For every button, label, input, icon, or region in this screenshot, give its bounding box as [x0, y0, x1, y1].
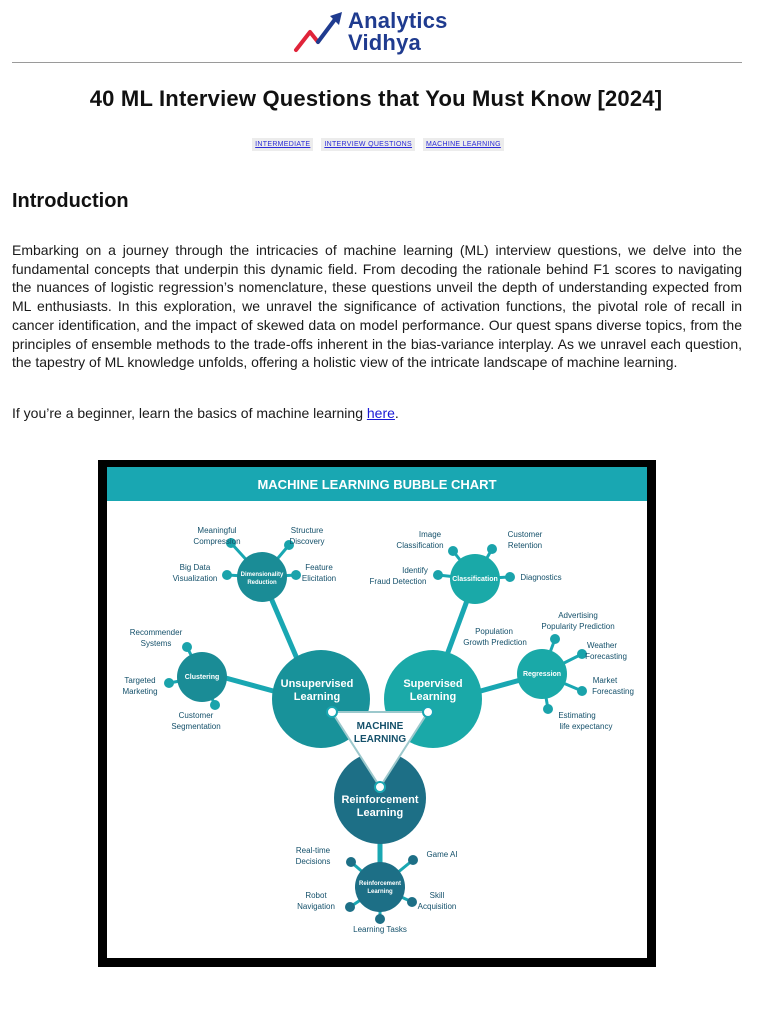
leaf-retention-1: Customer	[507, 530, 543, 539]
leaf-customer-seg-2: Segmentation	[171, 722, 221, 731]
brand-line-2: Vidhya	[348, 30, 421, 55]
intro-paragraph: Embarking on a journey through the intricacies of machine learning (ML) interview questions, we delve into the fundamental concepts that underpin this dynamic field. From decoding the rationale behind F1 scores to navigating the nuances of logistic regression’s nomenclature, these questions unveil the depth of understanding expected from ML enthusiasts. In this exploration, we unravel the significance of activation functions, the pivotal role of recall in cancer identification, and the impact of skewed data on model performance. Our quest spans diverse topics, from the principles of ensemble methods to the trade-offs inherent in the bias-variance interplay. As we unravel each question, the tapestry of ML knowledge unfolds, offering a holistic view of the intricate landscape of machine learning.	[12, 242, 742, 371]
dim-reduction-label-1: Dimensionality	[240, 572, 284, 578]
trend-arrow-icon	[292, 10, 348, 56]
unsupervised-label-2: Learning	[293, 691, 341, 703]
bubble-diagram	[107, 467, 647, 958]
leaf-fraud-2: Fraud Detection	[369, 577, 427, 586]
leaf-feature-2: Elicitation	[301, 574, 337, 583]
leaf-population-2: Growth Prediction	[463, 638, 527, 647]
leaf-market-2: Forecasting	[592, 687, 634, 696]
leaf-realtime-1: Real-time	[295, 846, 331, 855]
brand-line-1: Analytics	[348, 8, 448, 33]
bubble-chart-figure	[98, 460, 656, 967]
leaf-gameai: Game AI	[426, 850, 458, 859]
leaf-targeted-2: Marketing	[122, 687, 158, 696]
bubble-chart-canvas	[107, 467, 647, 958]
leaf-weather-1: Weather	[586, 641, 618, 650]
rl-small-label-1: Reinforcement	[358, 881, 402, 887]
header-divider	[12, 62, 742, 63]
center-label-1: MACHINE	[356, 721, 404, 732]
section-heading: Introduction	[12, 190, 129, 212]
clustering-label: Clustering	[184, 674, 220, 681]
leaf-fraud-1: Identify	[402, 566, 428, 575]
beginner-suffix: .	[394, 405, 399, 421]
leaf-advertising-1: Advertising	[558, 611, 598, 620]
leaf-feature-1: Feature	[305, 563, 333, 572]
tag-intermediate[interactable]: INTERMEDIATE	[252, 138, 313, 151]
reinforcement-label-1: Reinforcement	[341, 794, 419, 806]
leaf-weather-2: Forecasting	[585, 652, 627, 661]
leaf-skill-1: Skill	[429, 891, 445, 900]
leaf-meaningful-1: Meaningful	[197, 526, 237, 535]
leaf-image-2: Classification	[396, 541, 444, 550]
leaf-robot-1: Robot	[305, 891, 327, 900]
leaf-customer-seg-1: Customer	[178, 711, 214, 720]
leaf-life-1: Estimating	[558, 711, 596, 720]
center-label-2: LEARNING	[353, 734, 407, 745]
brand-name	[348, 10, 448, 54]
rl-small-label-2: Learning	[367, 889, 393, 895]
dim-reduction-label-2: Reduction	[247, 580, 277, 586]
regression-label: Regression	[522, 671, 562, 678]
unsupervised-label-1: Unsupervised	[280, 678, 354, 690]
leaf-skill-2: Acquisition	[417, 902, 457, 911]
leaf-targeted-1: Targeted	[124, 676, 156, 685]
leaf-bigdata-2: Visualization	[172, 574, 218, 583]
beginner-text: If you’re a beginner, learn the basics of machine learning	[12, 405, 367, 421]
classification-label: Classification	[452, 576, 498, 583]
leaf-meaningful-2: Compression	[193, 537, 241, 546]
leaf-bigdata-1: Big Data	[179, 563, 211, 572]
tag-machine-learning[interactable]: MACHINE LEARNING	[423, 138, 504, 151]
brand-logo[interactable]	[292, 8, 472, 58]
leaf-market-1: Market	[592, 676, 618, 685]
leaf-recommender-2: Systems	[140, 639, 172, 648]
reinforcement-label-2: Learning	[356, 807, 404, 819]
tag-interview-questions[interactable]: INTERVIEW QUESTIONS	[321, 138, 415, 151]
rl-small-bubble	[355, 862, 405, 912]
leaf-recommender-1: Recommender	[129, 628, 183, 637]
leaf-retention-2: Retention	[507, 541, 543, 550]
beginner-link[interactable]: here	[366, 405, 395, 421]
beginner-paragraph	[12, 404, 399, 422]
leaf-robot-2: Navigation	[297, 902, 335, 911]
leaf-population-1: Population	[475, 627, 513, 636]
leaf-realtime-2: Decisions	[295, 857, 331, 866]
leaf-image-1: Image	[418, 530, 442, 539]
supervised-label-1: Supervised	[403, 678, 463, 690]
supervised-label-2: Learning	[409, 691, 457, 703]
leaf-advertising-2: Popularity Prediction	[541, 622, 615, 631]
site-header	[0, 0, 768, 63]
leaf-life-2: life expectancy	[559, 722, 613, 731]
leaf-learning-tasks: Learning Tasks	[353, 925, 407, 934]
chart-title: MACHINE LEARNING BUBBLE CHART	[257, 477, 497, 492]
leaf-structure-1: Structure	[290, 526, 324, 535]
article-title: 40 ML Interview Questions that You Must Know [2024]	[89, 86, 663, 111]
leaf-diagnostics: Diagnostics	[520, 573, 562, 582]
leaf-structure-2: Discovery	[289, 537, 325, 546]
tag-list	[0, 138, 756, 151]
